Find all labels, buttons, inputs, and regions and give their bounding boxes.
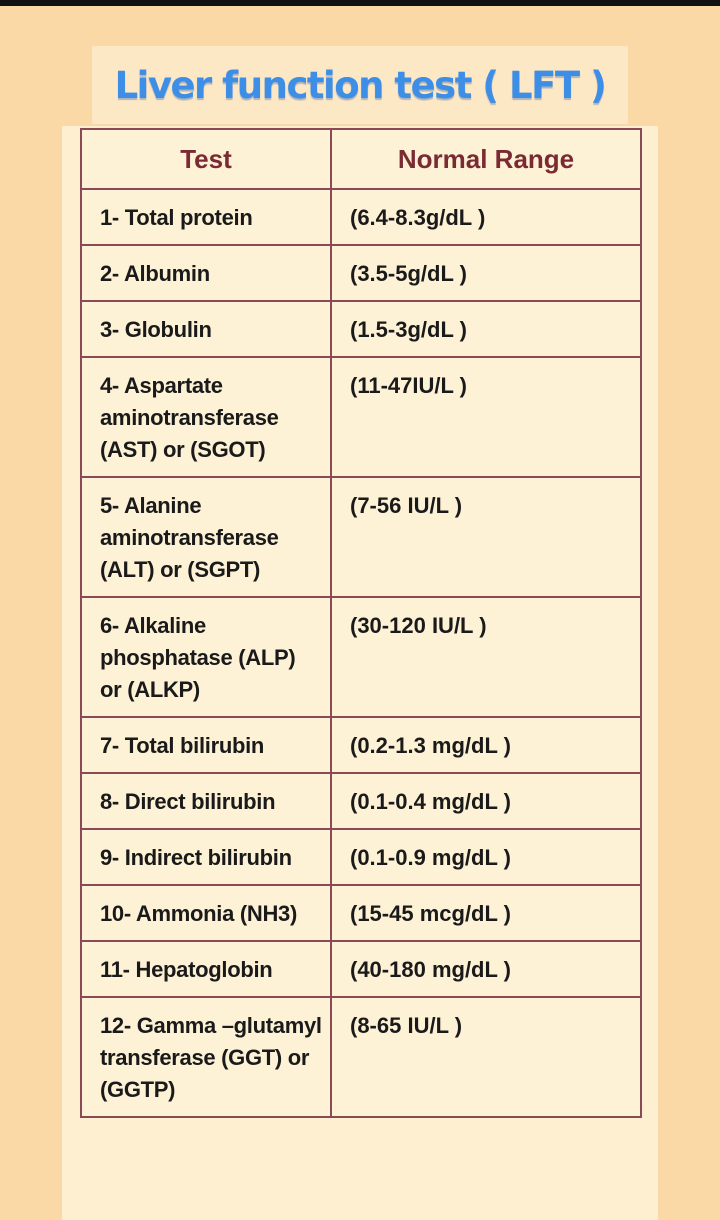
test-name: 7- Total bilirubin [81,717,331,773]
normal-range: (1.5-3g/dL ) [331,301,641,357]
normal-range: (3.5-5g/dL ) [331,245,641,301]
test-name: 6- Alkaline phosphatase (ALP) or (ALKP) [81,597,331,717]
test-name: 2- Albumin [81,245,331,301]
table-row [81,829,641,885]
table-header-row [81,129,641,189]
test-name: 1- Total protein [81,189,331,245]
top-status-bar [0,0,720,6]
normal-range: (0.1-0.9 mg/dL ) [331,829,641,885]
test-name: 3- Globulin [81,301,331,357]
header-test: Test [81,129,331,189]
table-row [81,477,641,597]
table-row [81,717,641,773]
test-name: 10- Ammonia (NH3) [81,885,331,941]
lft-table [80,128,642,1118]
page-title: Liver function test ( LFT ) [114,64,606,107]
table-row [81,357,641,477]
normal-range: (6.4-8.3g/dL ) [331,189,641,245]
test-name: 9- Indirect bilirubin [81,829,331,885]
table-row [81,597,641,717]
normal-range: (7-56 IU/L ) [331,477,641,597]
normal-range: (40-180 mg/dL ) [331,941,641,997]
normal-range: (30-120 IU/L ) [331,597,641,717]
test-name: 4- Aspartate aminotransferase (AST) or (SGOT) [81,357,331,477]
table-row [81,301,641,357]
normal-range: (15-45 mcg/dL ) [331,885,641,941]
header-normal-range: Normal Range [331,129,641,189]
test-name: 5- Alanine aminotransferase (ALT) or (SGPT) [81,477,331,597]
test-name: 11- Hepatoglobin [81,941,331,997]
normal-range: (8-65 IU/L ) [331,997,641,1117]
table-row [81,885,641,941]
normal-range: (11-47IU/L ) [331,357,641,477]
table-row [81,997,641,1117]
test-name: 12- Gamma –glutamyl transferase (GGT) or (GGTP) [81,997,331,1117]
table-row [81,941,641,997]
table-row [81,189,641,245]
normal-range: (0.2-1.3 mg/dL ) [331,717,641,773]
table-row [81,773,641,829]
table-row [81,245,641,301]
test-name: 8- Direct bilirubin [81,773,331,829]
normal-range: (0.1-0.4 mg/dL ) [331,773,641,829]
